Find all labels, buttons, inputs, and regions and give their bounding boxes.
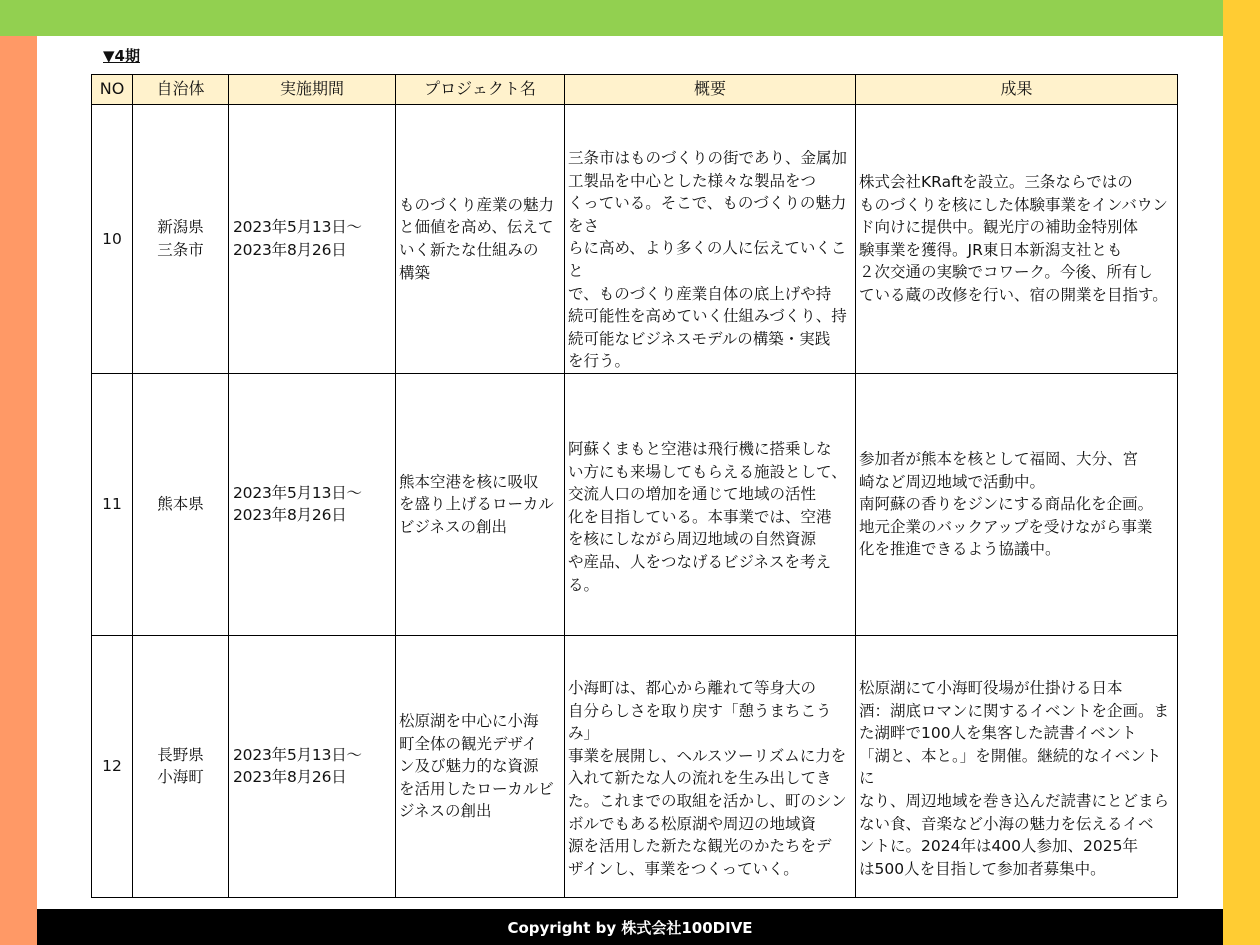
municipality-text: 新潟県 三条市 [157,218,204,259]
right-color-band [1223,0,1260,945]
cell-municipality [133,635,229,897]
result-text: 参加者が熊本を核として福岡、大分、宮 崎など周辺地域で活動中。 南阿蘇の香りをジンにする商品化を企画。 地元企業のバックアップを受けながら事業 化を推進できるよう協議中。 [859,449,1154,559]
cell-project [396,635,565,897]
header-period: 実施期間 [229,75,396,105]
period-text: 2023年5月13日～ 2023年8月26日 [233,745,362,787]
cell-result [856,635,1178,897]
section-title: ▼4期 [103,47,140,65]
project-text: 熊本空港を核に吸収 を盛り上げるローカル ビジネスの創出 [399,472,554,536]
cell-no: 10 [92,105,133,374]
result-text: 株式会社KRaftを設立。三条ならではの ものづくりを核にした体験事業をインバウン ド向けに提供中。観光庁の補助金特別体 験事業を獲得。JR東日本新潟支社とも ２次交通の実験でコワーク。今後、所有し ている蔵の改修を行い、宿の開業を目指す。 [859,173,1168,304]
municipality-text: 長野県 小海町 [157,745,204,787]
cell-overview [565,635,856,897]
cell-municipality [133,373,229,635]
table-row [92,373,1178,635]
period-text: 2023年5月13日～ 2023年8月26日 [233,218,362,259]
cell-result [856,373,1178,635]
header-result: 成果 [856,75,1178,105]
cell-no: 12 [92,635,133,897]
cell-project [396,373,565,635]
header-municipality: 自治体 [133,75,229,105]
overview-text: 阿蘇くまもと空港は飛行機に搭乗しな い方にも来場してもらえる施設として、 交流人口の増加を通じて地域の活性 化を目指している。本事業では、空港 を核にしながら周辺地域の自然資源 や産品、人をつなげるビジネスを考える。 [568,439,847,594]
cell-project [396,105,565,374]
cell-overview [565,373,856,635]
table-row [92,635,1178,897]
header-overview: 概要 [565,75,856,105]
project-text: 松原湖を中心に小海 町全体の観光デザイ ン及び魅力的な資源 を活用したローカルビ ジネスの創出 [399,711,554,821]
overview-text: 三条市はものづくりの街であり、金属加 工製品を中心とした様々な製品をつ くっている。そこで、ものづくりの魅力をさ らに高め、より多くの人に伝えていくこと で、ものづくり産業自体の底上げや持 続可能性を高めていく仕組みづくり、持 続可能なビジネスモデルの構築・実践 を行う。 [568,149,848,371]
municipality-text: 熊本県 [157,495,204,514]
projects-table [91,74,1178,898]
project-text: ものづくり産業の魅力 と価値を高め、伝えて いく新たな仕組みの 構築 [399,195,555,282]
period-text: 2023年5月13日～ 2023年8月26日 [233,483,362,525]
header-no: NO [92,75,133,105]
table-header-row [92,75,1178,105]
result-text: 松原湖にて小海町役場が仕掛ける日本 酒：湖底ロマンに関するイベントを企画。ま た湖畔で100人を集客した読書イベント 「湖と、本と。」を開催。継続的なイベントに なり、周辺地域を巻き込んだ読書にとどまら ない食、音楽など小海の魅力を伝えるイベ ントに。2024年は400人参加、2025年 は500人を目指して参加者募集中。 [859,678,1170,878]
cell-result [856,105,1178,374]
cell-no: 11 [92,373,133,635]
cell-municipality [133,105,229,374]
cell-period [229,105,396,374]
cell-period [229,373,396,635]
header-project: プロジェクト名 [396,75,565,105]
copyright-footer: Copyright by 株式会社100DIVE [37,909,1223,945]
overview-text: 小海町は、都心から離れて等身大の 自分らしさを取り戻す「憩うまちこうみ」 事業を展開し、ヘルスツーリズムに力を 入れて新たな人の流れを生み出してき た。これまでの取組を活かし、町のシン ボルでもある松原湖や周辺の地域資 源を活用した新たな観光のかたちをデ ザインし、事業をつくっていく。 [568,678,847,878]
top-color-band [0,0,1223,36]
table-row [92,105,1178,374]
left-color-band [0,36,37,945]
cell-overview [565,105,856,374]
cell-period [229,635,396,897]
